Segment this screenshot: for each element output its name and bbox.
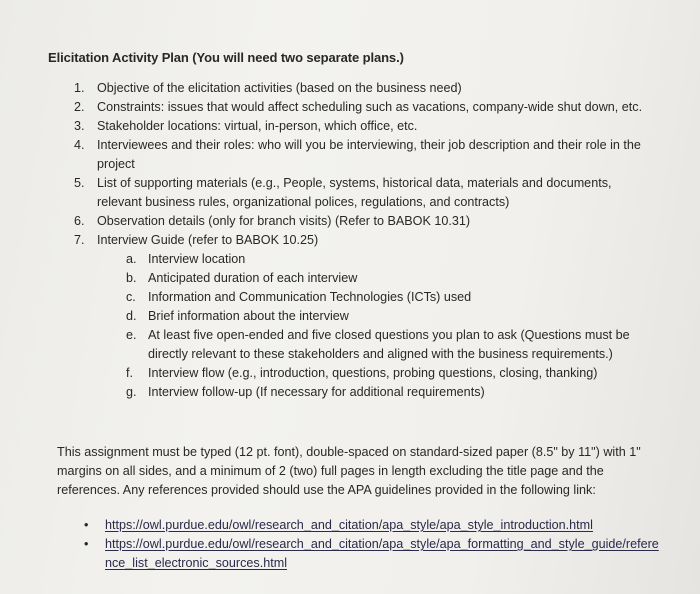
sub-list-text: Anticipated duration of each interview xyxy=(148,271,358,285)
sub-list-letter: g. xyxy=(126,385,137,399)
list-text: Constraints: issues that would affect scheduling such as vacations, company-wide shut down, etc. xyxy=(97,100,643,114)
sub-list-text: Interview flow (e.g., introduction, questions, probing questions, closing, thanking) xyxy=(148,366,598,380)
bullet-icon: • xyxy=(84,518,89,532)
sub-list-letter: c. xyxy=(126,290,136,304)
sub-list-letter: b. xyxy=(126,271,137,285)
sub-list-item xyxy=(0,364,700,383)
apa-reference-list-link[interactable]: https://owl.purdue.edu/owl/research_and_citation/apa_style/apa_formatting_and_style_guide/reference_list_electronic_sources.html xyxy=(105,537,659,570)
list-item xyxy=(0,212,700,231)
sub-list-text: Information and Communication Technologies (ICTs) used xyxy=(148,290,472,304)
list-item xyxy=(0,136,700,174)
sub-list-item xyxy=(0,288,700,307)
list-text: Interviewees and their roles: who will you be interviewing, their job description and their role in the project xyxy=(97,138,641,171)
sub-list-letter: e. xyxy=(126,328,137,342)
reference-links xyxy=(0,516,700,573)
list-number: 7. xyxy=(74,233,85,247)
list-number: 4. xyxy=(74,138,85,152)
sub-list-letter: f. xyxy=(126,366,133,380)
numbered-list xyxy=(0,79,700,402)
list-text: Interview Guide (refer to BABOK 10.25) xyxy=(97,233,319,247)
list-item xyxy=(0,174,700,212)
list-number: 6. xyxy=(74,214,85,228)
link-item xyxy=(0,535,700,573)
apa-introduction-link[interactable]: https://owl.purdue.edu/owl/research_and_citation/apa_style/apa_style_introduction.html xyxy=(105,518,593,532)
sub-list-letter: a. xyxy=(126,252,137,266)
list-text: Objective of the elicitation activities (based on the business need) xyxy=(97,81,462,95)
document-title: Elicitation Activity Plan (You will need two separate plans.) xyxy=(48,50,404,65)
list-number: 5. xyxy=(74,176,85,190)
assignment-instructions: This assignment must be typed (12 pt. font), double-spaced on standard-sized paper (8.5" by 11") with 1" margins on all sides, and a minimum of 2 (two) full pages in length excluding the title page and the references. Any references provided should use the APA guidelines provided in the following link: xyxy=(57,445,641,497)
bullet-icon: • xyxy=(84,537,89,551)
sub-list-text: Brief information about the interview xyxy=(148,309,349,323)
list-item xyxy=(0,79,700,98)
sub-list-text: At least five open-ended and five closed questions you plan to ask (Questions must be directly relevant to these stakeholders and aligned with the business requirements.) xyxy=(148,328,630,361)
link-item xyxy=(0,516,700,535)
sub-list-item xyxy=(0,307,700,326)
sub-list-text: Interview follow-up (If necessary for additional requirements) xyxy=(148,385,485,399)
list-item xyxy=(0,98,700,117)
sub-list-item xyxy=(0,250,700,269)
list-text: Stakeholder locations: virtual, in-person, which office, etc. xyxy=(97,119,418,133)
sub-list-item xyxy=(0,269,700,288)
list-text: Observation details (only for branch visits) (Refer to BABOK 10.31) xyxy=(97,214,471,228)
list-item xyxy=(0,117,700,136)
list-item xyxy=(0,231,700,250)
sub-list-text: Interview location xyxy=(148,252,246,266)
list-number: 1. xyxy=(74,81,85,95)
sub-list-item xyxy=(0,383,700,402)
list-number: 3. xyxy=(74,119,85,133)
sub-list-letter: d. xyxy=(126,309,137,323)
list-text: List of supporting materials (e.g., People, systems, historical data, materials and documents, relevant business rules, organizational polices, regulations, and contracts) xyxy=(97,176,612,209)
list-number: 2. xyxy=(74,100,85,114)
sub-list-item xyxy=(0,326,700,364)
